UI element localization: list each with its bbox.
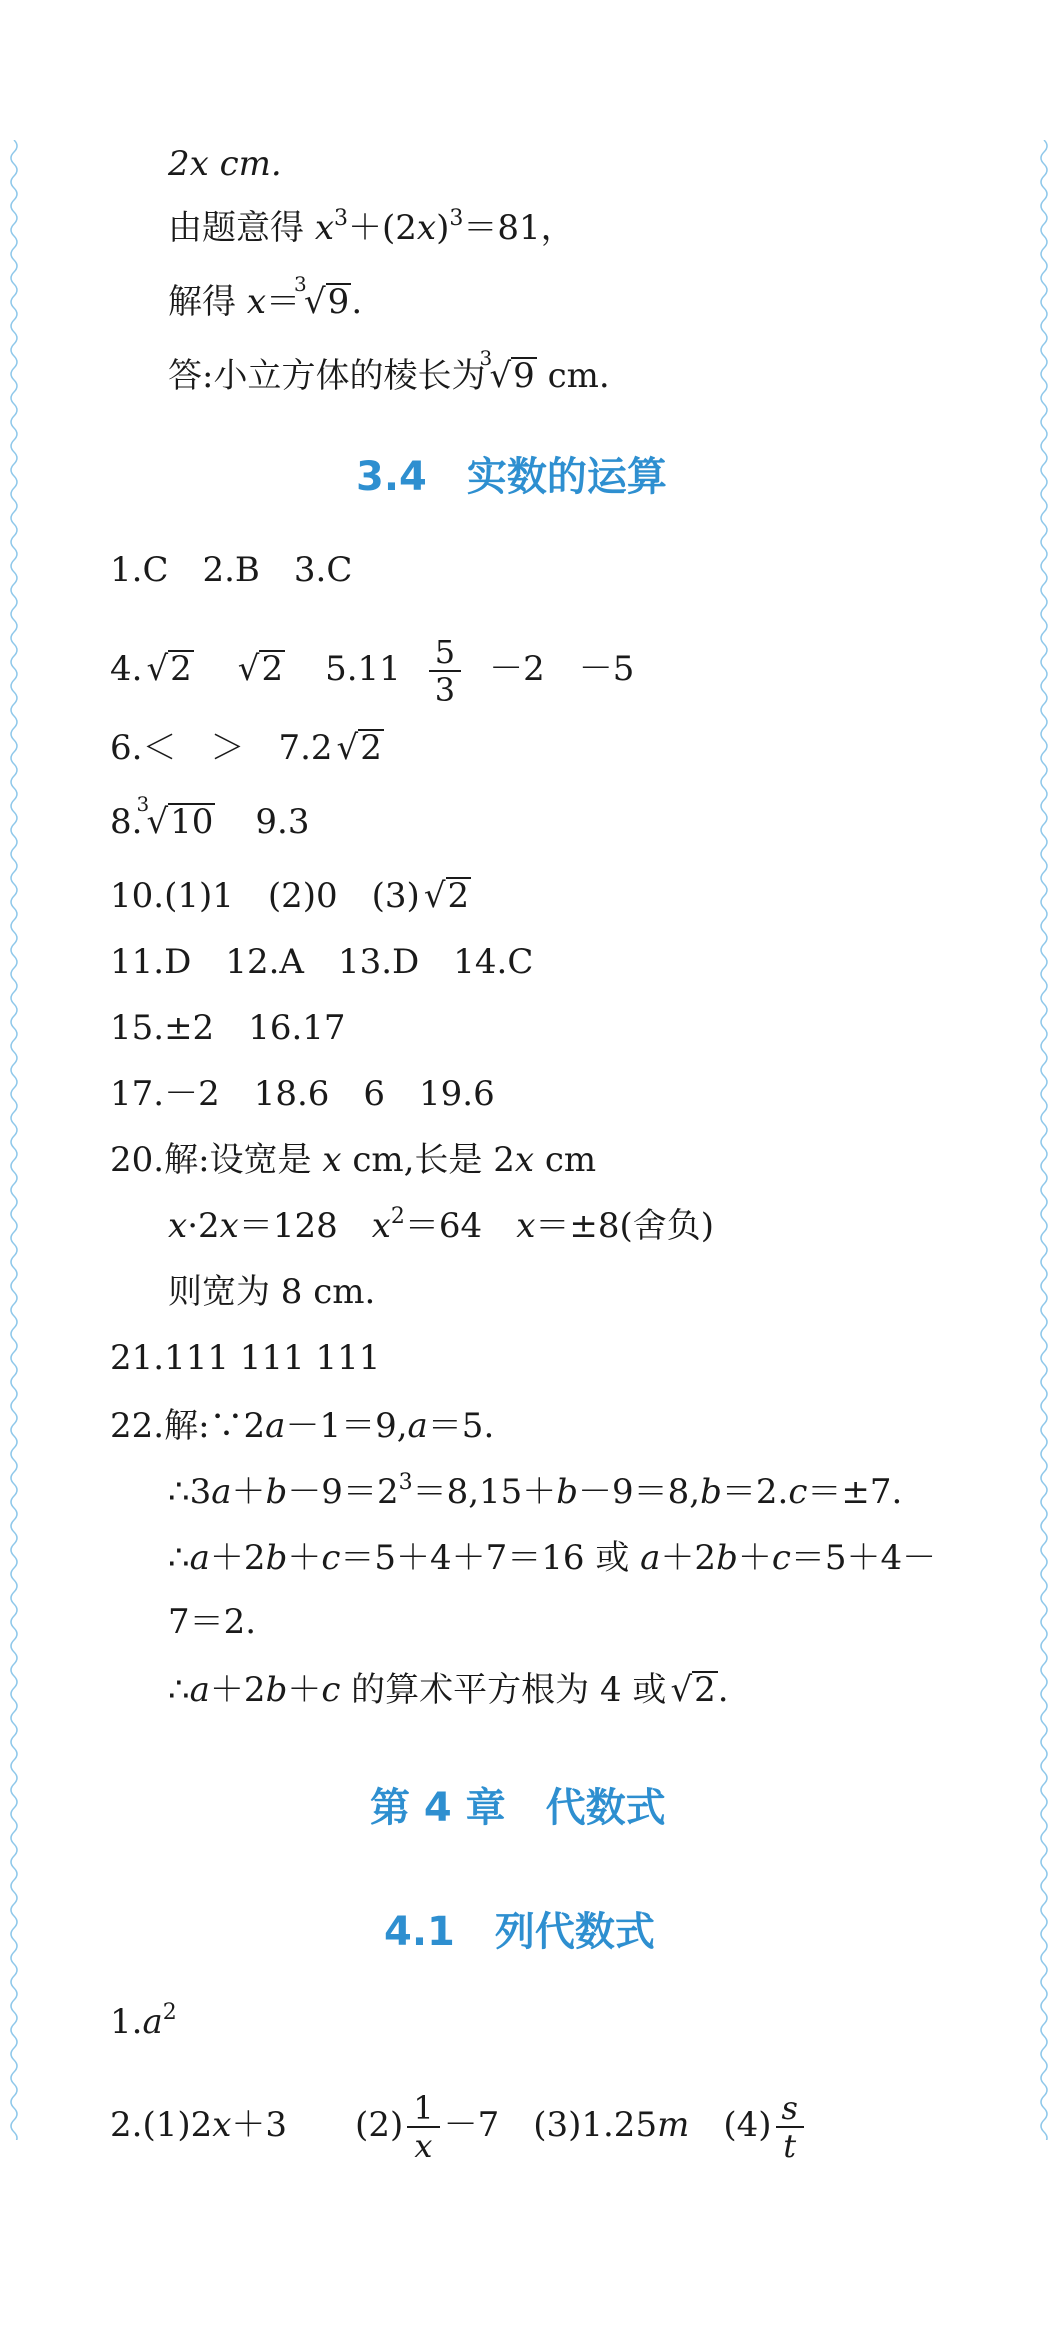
- fraction: $\frac{5}{3}$: [429, 634, 461, 708]
- answer-41-1: $1.a^2$: [110, 2000, 177, 2042]
- answer-20-line-2: x·2x＝128 $x^2=64$ x＝±8(舍负): [168, 1204, 715, 1246]
- section-heading-4-1: 4.1 列代数式: [384, 1909, 655, 1955]
- sqrt-symbol: √2: [237, 649, 284, 689]
- sqrt-symbol: √2: [146, 649, 192, 689]
- fraction: $\frac{s}{t}$: [776, 2090, 804, 2164]
- answer-20-line-1: 20.解:设宽是 x cm,长是 2x cm: [110, 1140, 597, 1180]
- cube-root-symbol: 3 √9: [294, 272, 350, 322]
- answer-22-line-2: $\therefore 3a+b-9=2^3=8,15+b-9=8,b=2.c=\pm 7$.: [168, 1470, 903, 1512]
- answer-21: 21.111 111 111: [110, 1338, 381, 1378]
- cube-root-symbol: 3 √9: [479, 346, 535, 396]
- solution-line: 解得 x＝ 3 √9.: [168, 272, 363, 322]
- section-heading-3-4: 3.4 实数的运算: [356, 454, 667, 500]
- cube-root-symbol: 3 √10: [136, 792, 214, 842]
- answer-11-14: 11.D 12.A 13.D 14.C: [110, 942, 534, 982]
- equation-line: 由题意得 $x^3+(2x)^3=81$，: [168, 206, 575, 248]
- answer-6-7: 6.＜ ＞ 7.2 √2: [110, 728, 382, 768]
- answer-line: 答:小立方体的棱长为 3 √9 cm.: [168, 346, 610, 396]
- left-wavy-border: [6, 140, 22, 2140]
- line-2x-cm: 2x cm.: [168, 144, 282, 184]
- sqrt-symbol: √2: [670, 1670, 716, 1710]
- answer-1-3: 1.C 2.B 3.C: [110, 550, 353, 590]
- chapter-heading-4: 第 4 章 代数式: [370, 1785, 666, 1831]
- answer-4-5: 4. √2 √2 5.11 $\frac{5}{3}$ －2 －5: [110, 633, 635, 709]
- answer-15-16: 15.±2 16.17: [110, 1008, 346, 1048]
- answer-20-line-3: 则宽为 8 cm.: [168, 1272, 376, 1312]
- answer-22-line-4: 7＝2.: [168, 1602, 257, 1642]
- sqrt-symbol: √2: [423, 876, 470, 916]
- answer-41-2: 2.(1)2x＋3 (2) $\frac{1}{x}$ －7 (3)1.25m (4) $\frac{s}{t}$: [110, 2090, 808, 2164]
- answer-17-19: 17.－2 18.6 6 19.6: [110, 1074, 495, 1114]
- sqrt-symbol: √2: [336, 728, 382, 768]
- answer-22-line-3: ∴a＋2b＋c＝5＋4＋7＝16 或 a＋2b＋c＝5＋4－: [168, 1538, 937, 1578]
- fraction: $\frac{1}{x}$: [407, 2090, 439, 2164]
- answer-22-line-5: ∴a＋2b＋c 的算术平方根为 4 或 √2.: [168, 1670, 729, 1710]
- answer-22-line-1: 22.解:∵2a－1＝9,a＝5.: [110, 1406, 495, 1446]
- answer-10: 10.(1)1 (2)0 (3) √2: [110, 876, 470, 916]
- right-wavy-border: [1036, 140, 1052, 2140]
- answer-8-9: 8. 3 √10 9.3: [110, 792, 310, 842]
